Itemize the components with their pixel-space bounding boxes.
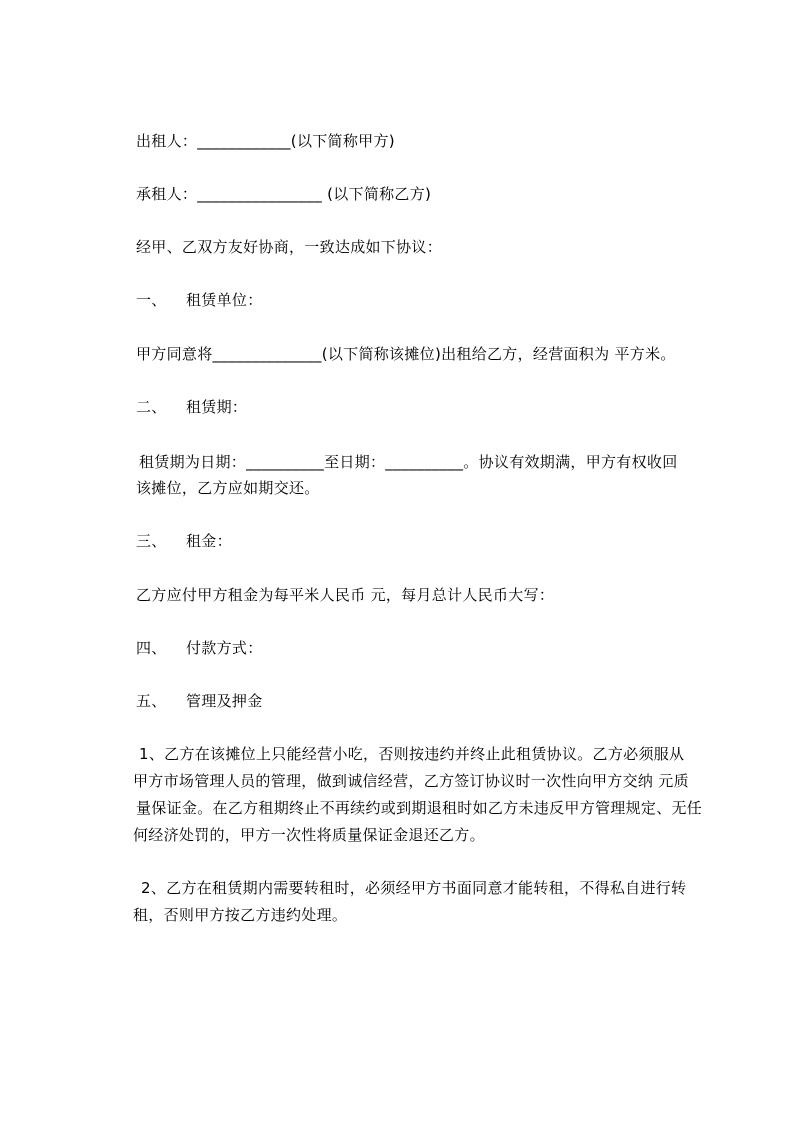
rent-text: 乙方应付甲方租金为每平米人民币 元，每月总计人民币大写： [136,586,555,604]
clause-1-line-2: 甲方市场管理人员的管理，做到诚信经营，乙方签订协议时一次性向甲方交纳 元质 [133,772,689,790]
section-title: 租金： [186,532,232,550]
lessor-line: 出租人：____________(以下简称甲方) [136,132,395,150]
section-number: 三、 [136,532,167,550]
section-title: 管理及押金 [186,692,263,710]
clause-1-line-1: 1、乙方在该摊位上只能经营小吃，否则按违约并终止此租赁协议。乙方必须服从 [139,745,685,763]
section-number: 一、 [136,291,167,309]
section-title: 付款方式： [186,639,263,657]
section-number: 二、 [136,398,167,416]
section-heading-5 [136,691,263,711]
lessee-line: 承租人：________________ (以下简称乙方) [136,185,432,203]
clause-1-line-3: 量保证金。在乙方租期终止不再续约或到期退租时如乙方未违反甲方管理规定、无任 [136,799,703,817]
section-number: 五、 [136,692,167,710]
period-line-2: 该摊位，乙方应如期交还。 [136,479,320,497]
section-heading-1 [136,290,263,310]
section-number: 四、 [136,639,167,657]
section-heading-2 [136,397,247,417]
clause-1-line-4: 何经济处罚的，甲方一次性将质量保证金退还乙方。 [133,826,485,844]
section-title: 租赁单位： [186,291,263,309]
period-line-1: 租赁期为日期：__________至日期：__________。协议有效期满，甲方有权收回 [139,453,678,471]
section-heading-4 [136,638,263,658]
rental-unit-text: 甲方同意将______________(以下简称该摊位)出租给乙方，经营面积为 平方米。 [136,345,676,363]
clause-2-line-2: 租，否则甲方按乙方违约处理。 [133,906,348,924]
intro-line: 经甲、乙双方友好协商，一致达成如下协议： [136,238,443,256]
section-heading-3 [136,531,232,551]
section-title: 租赁期： [186,398,248,416]
clause-2-line-1: 2、乙方在租赁期内需要转租时，必须经甲方书面同意才能转租，不得私自进行转 [141,879,687,897]
